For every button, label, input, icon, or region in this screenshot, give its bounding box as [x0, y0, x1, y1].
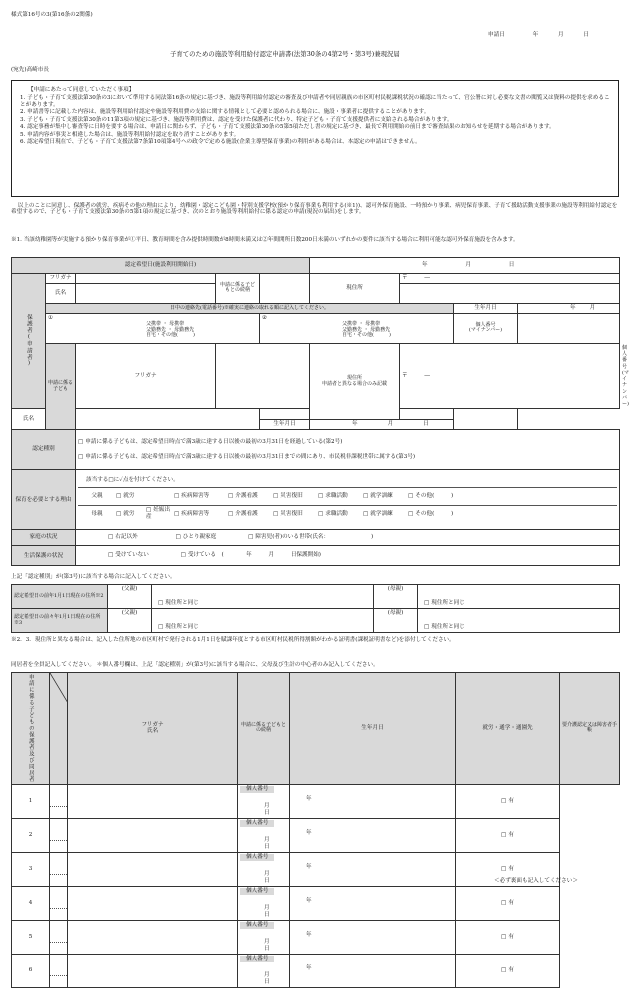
child-name-input[interactable] — [76, 409, 260, 430]
personal-number-label: 個人番号 — [240, 820, 274, 827]
furigana-line — [50, 830, 67, 841]
day-label: 日 — [508, 262, 515, 268]
mother-label: (母親) — [374, 585, 418, 609]
mother-work-checkbox[interactable]: □ 就労 — [116, 511, 146, 518]
cert-option-2-checkbox[interactable]: □ 申請に係る子どもは、認定希望日時点で満3歳に達する日以後の最初の3月31日を経過している(第2号) — [78, 439, 617, 446]
month-label: 月 — [264, 802, 270, 809]
care-checkbox[interactable]: □ 有 — [501, 934, 514, 940]
guardian-birthdate-input[interactable] — [518, 303, 620, 313]
father-disaster-checkbox[interactable]: □ 災害復旧 — [273, 493, 318, 500]
single-parent-checkbox[interactable]: □ ひとり親家庭 — [175, 534, 216, 540]
mother-illness-checkbox[interactable]: □ 疾病障害等 — [174, 511, 228, 518]
father-same-address-checkbox[interactable]: □ 現住所と同じ — [158, 600, 199, 606]
consent-item: 3. 子ども・子育て支援法第30条の11第3項の規定に基づき、施設等利用費は、認定を受けた保護者に代わり、特定子ども・子育て支援提供者に支給される場合があります。 — [20, 116, 453, 123]
father-reasons-row — [78, 487, 617, 505]
diagonal-cell — [50, 673, 68, 785]
day-label: 日 — [264, 877, 270, 884]
consent-heading: 【申請にあたって同意していただく事項】 — [28, 87, 135, 93]
child-address-input[interactable] — [260, 409, 454, 420]
row-number: 6 — [12, 954, 50, 988]
member-name-input[interactable] — [50, 784, 68, 818]
name-label: 氏名 — [46, 283, 76, 303]
member-care-cell — [456, 784, 560, 818]
personal-number-label: 個人番号 — [240, 786, 274, 793]
personal-number-label: 個人番号 — [240, 888, 274, 895]
year-label: 年 — [306, 897, 312, 904]
guardian-furigana-input[interactable] — [76, 274, 216, 284]
reason-label: 保育を必要とする理由 — [12, 470, 76, 530]
mother-same-address-checkbox-2[interactable]: □ 現住所と同じ — [424, 624, 465, 630]
prev-year-address-label: 認定希望日の前年1月1日現在の住所※2 — [12, 585, 108, 609]
year-label: 年 — [352, 421, 358, 428]
year-label: 年 — [306, 965, 312, 972]
consent-item: 2. 申請書等に記載した内容は、施設等利用給付認定や施設等利用費の支給に関する情報として必要と認められる場合に、施設・事業者に提供することがあります。 — [20, 109, 430, 116]
row-number: 2 — [12, 818, 50, 852]
member-relation-input[interactable] — [68, 920, 238, 954]
welfare-label: 生活保護の状況 — [12, 546, 76, 566]
father-prev2-address-input[interactable] — [152, 609, 374, 633]
consent-item: 1. 子ども・子育て支援法第30条の3において準用する同法第16条の規定に基づき、施設等利用給付認定の審査及び申請者や同居親族の市区町村民税課税状況の確認に当たって、官公署に対し必要な文書の閲覧又は資料の提供を求めることがあります。 — [20, 95, 610, 108]
household-row — [12, 886, 620, 920]
furigana-label: フリガナ — [46, 274, 76, 284]
father-other-checkbox[interactable]: □ その他( ) — [408, 493, 453, 500]
consent-item: 6. 認定希望日現在で、子ども・子育て支援法第7条第10項第4号への政令で定める施設(企業主導型保育事業)の利用がある場合は、本認定の申請はできません。 — [20, 138, 421, 145]
child-furigana-input[interactable] — [216, 343, 310, 409]
receiving-welfare-checkbox[interactable]: □ 受けている ( 年 月 日保護開始) — [181, 552, 321, 558]
household-side-text: 申請に係る子どもの保護者及び同居者 — [27, 674, 34, 783]
member-name-input[interactable] — [50, 818, 68, 852]
residence-note: ※2．3．現住所と異なる場合は、記入した住所地の市区町村で発行される1月1日を賦課年度とする市区町村民税所得割額がわかる証明書(課税証明書など)を添付してください。 — [11, 637, 455, 643]
contact-2-marker: ② — [262, 314, 268, 321]
member-care-cell — [456, 818, 560, 852]
day-label: 日 — [264, 945, 270, 952]
furigana-label: フリガナ — [76, 343, 216, 409]
child-birthdate-input[interactable] — [310, 420, 518, 430]
birth-label: 生年月日 — [454, 303, 518, 313]
furigana-line — [50, 796, 67, 807]
year-label: 年 — [306, 931, 312, 938]
month-label: 月 — [264, 972, 270, 979]
year-label: 年 — [570, 304, 576, 311]
addressee: (宛先)高崎市長 — [11, 67, 49, 73]
phone-type-options-2: 父携帯 ・ 母携帯 父勤務先 ・ 母勤務先 自宅・その他( ) — [342, 320, 391, 339]
father-same-address-checkbox-2[interactable]: □ 現住所と同じ — [158, 624, 199, 630]
household-intro: 同居者を全員記入してください。 ＊個人番号欄は、上記「認定種別」が(第3号)に該当する場合に、父母及び生計の中心者のみ記入してください。 — [11, 662, 379, 668]
member-name-input[interactable] — [50, 954, 68, 988]
mother-label: 母親 — [91, 510, 103, 517]
personal-number-label: 個人番号 (マイナンバー) — [454, 313, 518, 343]
application-table: 認定希望日(施設利用開始日) 年 月 日 保護者(申請者) フリガナ 申請に係る子どもとの続柄 現住所 〒 ― 氏名 日中の連絡先(電話番号)※確実に連絡の取れる順に記入してください。 生年月日 年 月 ① 父携帯 ・ 母携帯 父勤務先 ・ 母勤務先 自宅・その他( ) ② 父携帯 ・ 母携帯 父勤務先 ・ 母勤務先 自宅・その他( ) 個人番号 (マイナンバー) 申請に係る子ども フリガナ 現住所 申請者と異なる場合のみ記載 〒 ― 個人番号(マイナンバー) 氏名 生年月日 年 月 日 認定種別 □ 申請に係る子どもは、認定希望日時点で満3歳に達する日以後の最初の3月31日を経過している(第2号) □ 申請に係る子どもは、認定希望日時点で満3歳に達する日以後の最初の3月31日までの間にあり、市民税非課税世帯に属する(第3号) 保育を必要とする理由 該当する□に✓点を付けてください。 父親 □ 就労 □ 疾病障害等 □ 介護看護 □ 災害復旧 □ 求職活動 □ 就学訓練 □ その他( ) 母親 □ 就労 □ 妊娠出産 □ 疾病障害等 □ 介護看護 □ 災害復旧 □ 求職活動 □ 就学訓練 □ その他( ) 家庭の状況 □ 右記以外 □ ひとり親家庭 □ 障害児(者)のいる世帯(氏名： ) 生活保護の状況 □ 受けていない □ 受けている ( 年 月 日保護開始) — [11, 257, 619, 566]
postal-code[interactable]: 〒 ― — [400, 274, 620, 284]
family-label: 家庭の状況 — [12, 530, 76, 546]
col-work: 就労・通学・通園先 — [456, 673, 560, 785]
household-row — [12, 784, 620, 818]
month-label: 月 — [387, 421, 394, 428]
year-label: 年 — [532, 32, 539, 38]
member-birth-cell[interactable] — [238, 784, 312, 818]
guardian-label — [12, 274, 46, 409]
mother-disaster-checkbox[interactable]: □ 災害復旧 — [273, 511, 318, 518]
father-jobseek-checkbox[interactable]: □ 求職活動 — [318, 493, 363, 500]
family-other-checkbox[interactable]: □ 右記以外 — [108, 534, 138, 540]
member-birth-cell[interactable] — [238, 818, 312, 852]
col-care: 要介護認定又は障害者手帳 — [560, 673, 620, 785]
date-label: 申請日 — [488, 32, 505, 38]
member-name-input[interactable] — [50, 852, 68, 886]
mother-other-checkbox[interactable]: □ その他( ) — [408, 511, 453, 518]
relation-label: 申請に係る子どもとの続柄 — [216, 274, 260, 304]
guardian-personal-number-input[interactable] — [518, 313, 620, 343]
guardian-name-input[interactable] — [76, 283, 216, 303]
father-school-checkbox[interactable]: □ 就学訓練 — [363, 493, 408, 500]
member-birth-cell[interactable] — [238, 852, 312, 886]
personal-number-label: 個人番号 — [240, 922, 274, 929]
year-label: 年 — [306, 863, 312, 870]
col-birth: 生年月日 — [290, 673, 456, 785]
member-relation-input[interactable] — [68, 954, 238, 988]
reason-area — [76, 470, 620, 530]
consent-item: 5. 申請内容が事実と相違した場合は、施設等利用給付認定を取り消すことがあります。 — [20, 131, 240, 138]
desired-date-label: 認定希望日(施設利用開始日) — [12, 258, 310, 274]
welfare-options — [76, 546, 620, 566]
father-label: 父親 — [91, 492, 103, 499]
daytime-contact-label: 日中の連絡先(電話番号)※確実に連絡の取れる順に記入してください。 — [46, 303, 454, 313]
father-illness-checkbox[interactable]: □ 疾病障害等 — [174, 493, 228, 500]
day-label: 日 — [264, 843, 270, 850]
day-label: 日 — [264, 911, 270, 918]
guardian-label-text: 保護者(申請者) — [25, 314, 32, 369]
no-welfare-checkbox[interactable]: □ 受けていない — [108, 552, 149, 558]
household-side-label — [12, 673, 50, 785]
mother-school-checkbox[interactable]: □ 就学訓練 — [363, 511, 408, 518]
father-prev-address-input[interactable] — [152, 585, 374, 609]
father-care-checkbox[interactable]: □ 介護看護 — [228, 493, 273, 500]
month-label: 月 — [264, 938, 270, 945]
member-relation-input[interactable] — [68, 852, 238, 886]
furigana-line — [50, 932, 67, 943]
birth-label: 生年月日 — [260, 420, 310, 430]
month-label: 月 — [557, 32, 564, 38]
member-relation-input[interactable] — [68, 886, 238, 920]
mother-label: (母親) — [374, 609, 418, 633]
member-birth-cell[interactable] — [238, 920, 312, 954]
contact-2-field[interactable] — [260, 313, 454, 343]
child-address-note: 現住所 申請者と異なる場合のみ記載 — [310, 343, 400, 420]
cert-type-label: 認定種別 — [12, 430, 76, 470]
col-name: フリガナ 氏名 — [68, 673, 238, 785]
member-work-input[interactable] — [290, 920, 456, 954]
desired-date-field[interactable] — [310, 258, 620, 274]
member-birth-cell[interactable] — [238, 954, 312, 988]
residence-intro: 上記「認定種別」が(第3号)に該当する場合に記入してください。 — [11, 574, 176, 580]
consent-item: 4. 認定事務が集中し審査等に日時を要する場合は、申請日に関わらず、子ども・子育て支援法第30条の5第5項ただし書の規定に基づき、最長で利用開始の前日まで審査結果のお知らせを延期する場合があります。 — [20, 124, 555, 131]
form-number: 様式第16号の3(第16条の2関係) — [11, 12, 93, 18]
month-label: 月 — [264, 904, 270, 911]
month-label: 月 — [264, 836, 270, 843]
member-work-input[interactable] — [290, 784, 456, 818]
name-label: 氏名 — [12, 409, 46, 430]
day-label: 日 — [423, 421, 429, 428]
member-work-input[interactable] — [290, 852, 456, 886]
guardian-relation-input[interactable] — [260, 274, 310, 304]
child-label: 申請に係る子ども — [46, 343, 76, 429]
year-label: 年 — [306, 795, 312, 802]
father-label: (父親) — [108, 585, 152, 609]
cert-option-3-checkbox[interactable]: □ 申請に係る子どもは、認定希望日時点で満3歳に達する日以後の最初の3月31日までの間にあり、市民税非課税世帯に属する(第3号) — [78, 454, 617, 461]
household-row — [12, 954, 620, 988]
care-checkbox[interactable]: □ 有 — [501, 866, 514, 872]
consent-notice-box — [11, 80, 619, 197]
household-table — [11, 672, 619, 988]
member-relation-input[interactable] — [68, 784, 238, 818]
furigana-line — [50, 898, 67, 909]
col-relation: 申請に係る子どもとの続柄 — [238, 673, 290, 785]
month-label: 月 — [264, 870, 270, 877]
father-work-checkbox[interactable]: □ 就労 — [116, 493, 174, 500]
mother-prev2-address-input[interactable] — [418, 609, 620, 633]
day-label: 日 — [583, 32, 589, 38]
furigana-line — [50, 864, 67, 875]
intro-paragraph: 以上のことに同意し、保護者の就労、疾病その他の理由により、幼稚園・認定こども園・特別支援学校(預かり保育事業も利用する(※1))、認可外保育施設、一時預かり事業、病児保育事業、子育て援助活動支援事業の施設等利用給付認定を希望するので、子ども・子育て支援法第30条の5第1項の規定に基づき、次のとおり施設等利用給付に係る認定の申請(現況の届出)をします。 — [11, 203, 618, 216]
care-checkbox[interactable]: □ 有 — [501, 798, 514, 804]
row-number: 3 — [12, 852, 50, 886]
row-number: 4 — [12, 886, 50, 920]
member-relation-input[interactable] — [68, 818, 238, 852]
year-label: 年 — [306, 829, 312, 836]
contact-1-field[interactable] — [46, 313, 260, 343]
personal-number-label: 個人番号 — [240, 854, 274, 861]
month-label: 月 — [589, 304, 596, 311]
page-title: 子育てのための施設等利用給付認定申請書(法第30条の4第2号・第3号)兼現況届 — [170, 50, 400, 58]
family-options — [76, 530, 620, 546]
household-row — [12, 920, 620, 954]
address-label: 現住所 — [310, 274, 400, 304]
disability-household-checkbox[interactable]: □ 障害児(者)のいる世帯(氏名： ) — [248, 534, 373, 540]
care-checkbox[interactable]: □ 有 — [501, 967, 514, 973]
day-label: 日 — [264, 809, 270, 816]
mother-reasons-row — [78, 505, 617, 523]
mother-jobseek-checkbox[interactable]: □ 求職活動 — [318, 511, 363, 518]
note-1: ※1. 当該幼稚園等が実施する預かり保育事業が①平日、教育時間を含み提供時間数が8時間未満又は②年間開所日数200日未満のいずれかの要件に該当する場合に利用可能な認可外保育施設を含みます。 — [11, 237, 519, 243]
prev2-year-address-label: 認定希望日の前々年1月1日現在の住所※3 — [12, 609, 108, 633]
member-work-input[interactable] — [290, 954, 456, 988]
application-date — [488, 32, 620, 39]
furigana-line — [50, 965, 67, 976]
footer-note: ＜必ず裏面も記入してください＞ — [494, 878, 578, 884]
phone-type-options-1: 父携帯 ・ 母携帯 父勤務先 ・ 母勤務先 自宅・その他( ) — [146, 320, 195, 339]
cert-type-options — [76, 430, 620, 470]
member-care-cell — [456, 920, 560, 954]
row-number: 5 — [12, 920, 50, 954]
mother-pregnancy-checkbox[interactable]: □ 妊娠出産 — [146, 507, 174, 521]
day-label: 日 — [264, 979, 270, 986]
member-birth-cell[interactable] — [238, 886, 312, 920]
member-work-input[interactable] — [290, 886, 456, 920]
mother-prev-address-input[interactable] — [418, 585, 620, 609]
care-checkbox[interactable]: □ 有 — [501, 900, 514, 906]
member-work-input[interactable] — [290, 818, 456, 852]
month-label: 月 — [465, 262, 472, 268]
guardian-address-input[interactable] — [400, 283, 620, 303]
reason-note: 該当する□に✓点を付けてください。 — [86, 476, 179, 483]
father-label: (父親) — [108, 609, 152, 633]
contact-1-marker: ① — [48, 314, 54, 321]
member-care-cell — [456, 886, 560, 920]
member-name-input[interactable] — [50, 886, 68, 920]
household-row — [12, 818, 620, 852]
mother-care-checkbox[interactable]: □ 介護看護 — [228, 511, 273, 518]
row-number: 1 — [12, 784, 50, 818]
member-care-cell — [456, 954, 560, 988]
care-checkbox[interactable]: □ 有 — [501, 832, 514, 838]
personal-number-label: 個人番号 — [240, 956, 274, 963]
year-label: 年 — [422, 262, 428, 268]
member-name-input[interactable] — [50, 920, 68, 954]
residence-table — [11, 584, 619, 633]
child-postal-code[interactable]: 〒 ― — [400, 343, 620, 409]
mother-same-address-checkbox[interactable]: □ 現住所と同じ — [424, 600, 465, 606]
